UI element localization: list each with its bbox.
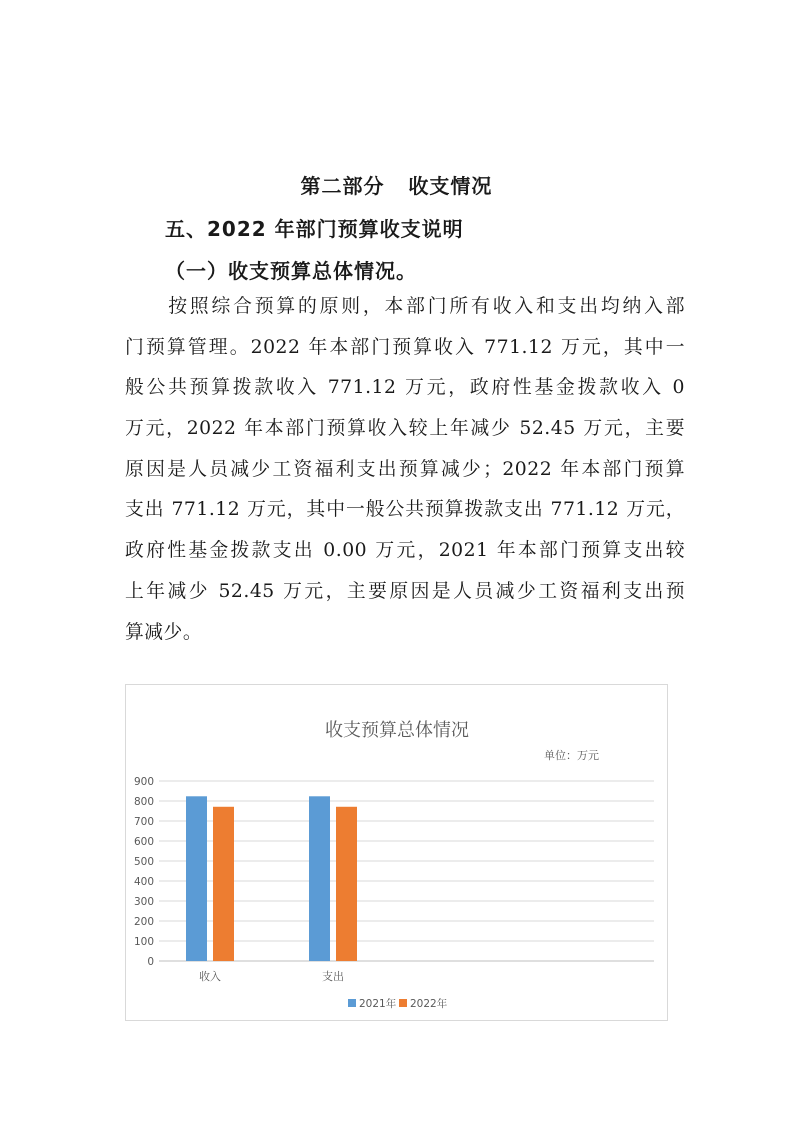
legend-label: 2022年	[410, 998, 448, 1010]
bar-2022年-收入	[213, 807, 234, 961]
bar-2021年-收入	[186, 796, 207, 961]
legend-label: 2021年	[359, 998, 397, 1010]
legend-swatch	[399, 999, 407, 1007]
x-tick-label: 收入	[199, 970, 221, 983]
y-tick-label: 600	[133, 836, 154, 848]
y-tick-label: 500	[133, 856, 154, 868]
y-tick-label: 700	[133, 816, 154, 828]
bar-2022年-支出	[336, 807, 357, 961]
paragraph-line: 万元，2022 年本部门预算收入较上年减少 52.45 万元，主要	[125, 418, 685, 440]
section-title: 第二部分 收支情况	[300, 174, 493, 198]
body-paragraph	[125, 287, 685, 653]
y-tick-label: 100	[133, 936, 154, 948]
y-tick-label: 400	[133, 876, 154, 888]
y-tick-label: 300	[133, 896, 154, 908]
paragraph-line: 上年减少 52.45 万元，主要原因是人员减少工资福利支出预	[125, 580, 685, 602]
y-tick-label: 200	[133, 916, 154, 928]
paragraph-line: 般公共预算拨款收入 771.12 万元，政府性基金拨款收入 0	[125, 377, 685, 399]
paragraph-line: 原因是人员减少工资福利支出预算减少；2022 年本部门预算	[125, 458, 685, 480]
y-tick-label: 900	[133, 776, 154, 788]
x-tick-label: 支出	[322, 970, 344, 983]
paragraph-line: 按照综合预算的原则，本部门所有收入和支出均纳入部	[125, 296, 685, 317]
chart-unit-label: 单位：万元	[544, 749, 599, 762]
y-tick-label: 800	[133, 796, 154, 808]
heading-budget-explanation: 五、2022 年部门预算收支说明	[165, 217, 464, 241]
budget-chart	[125, 684, 668, 1021]
paragraph-line: 支出 771.12 万元，其中一般公共预算拨款支出 771.12 万元，	[125, 499, 685, 521]
paragraph-line: 算减少。	[125, 621, 203, 643]
paragraph-line: 门预算管理。2022 年本部门预算收入 771.12 万元，其中一	[125, 336, 685, 358]
legend-swatch	[348, 999, 356, 1007]
chart-canvas	[126, 685, 669, 1022]
chart-title: 收支预算总体情况	[325, 720, 469, 741]
paragraph-line: 政府性基金拨款支出 0.00 万元，2021 年本部门预算支出较	[125, 540, 685, 562]
heading-overall-situation: （一）收支预算总体情况。	[165, 259, 417, 283]
bar-2021年-支出	[309, 796, 330, 961]
y-tick-label: 0	[147, 956, 154, 968]
